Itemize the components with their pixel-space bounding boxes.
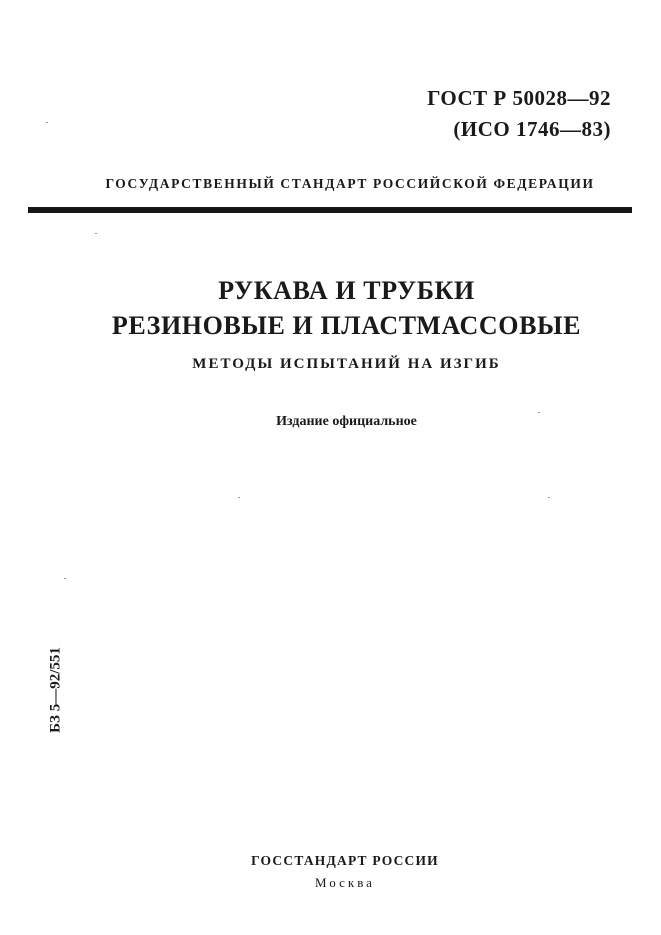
publisher-name: ГОССТАНДАРТ РОССИИ (251, 853, 439, 868)
scan-speck (548, 497, 550, 498)
iso-number: (ИСО 1746—83) (453, 117, 611, 141)
side-publication-code: БЗ 5—92/551 (47, 647, 64, 733)
document-title-line-2: РЕЗИНОВЫЕ И ПЛАСТМАССОВЫЕ (111, 311, 582, 340)
document-subtitle: МЕТОДЫ ИСПЫТАНИЙ НА ИЗГИБ (192, 356, 501, 372)
edition-note: Издание официальное (276, 414, 417, 429)
scan-speck (238, 497, 240, 498)
scan-speck (64, 578, 66, 579)
gost-number: ГОСТ Р 50028—92 (427, 86, 611, 110)
state-standard-heading: ГОСУДАРСТВЕННЫЙ СТАНДАРТ РОССИЙСКОЙ ФЕДЕРАЦИИ (105, 176, 595, 191)
scan-speck (46, 122, 48, 123)
header-rule (28, 207, 632, 213)
document-title-line-1: РУКАВА И ТРУБКИ (218, 276, 475, 305)
scan-speck (95, 233, 97, 234)
scan-speck (538, 412, 540, 413)
publication-city: Москва (315, 875, 375, 890)
